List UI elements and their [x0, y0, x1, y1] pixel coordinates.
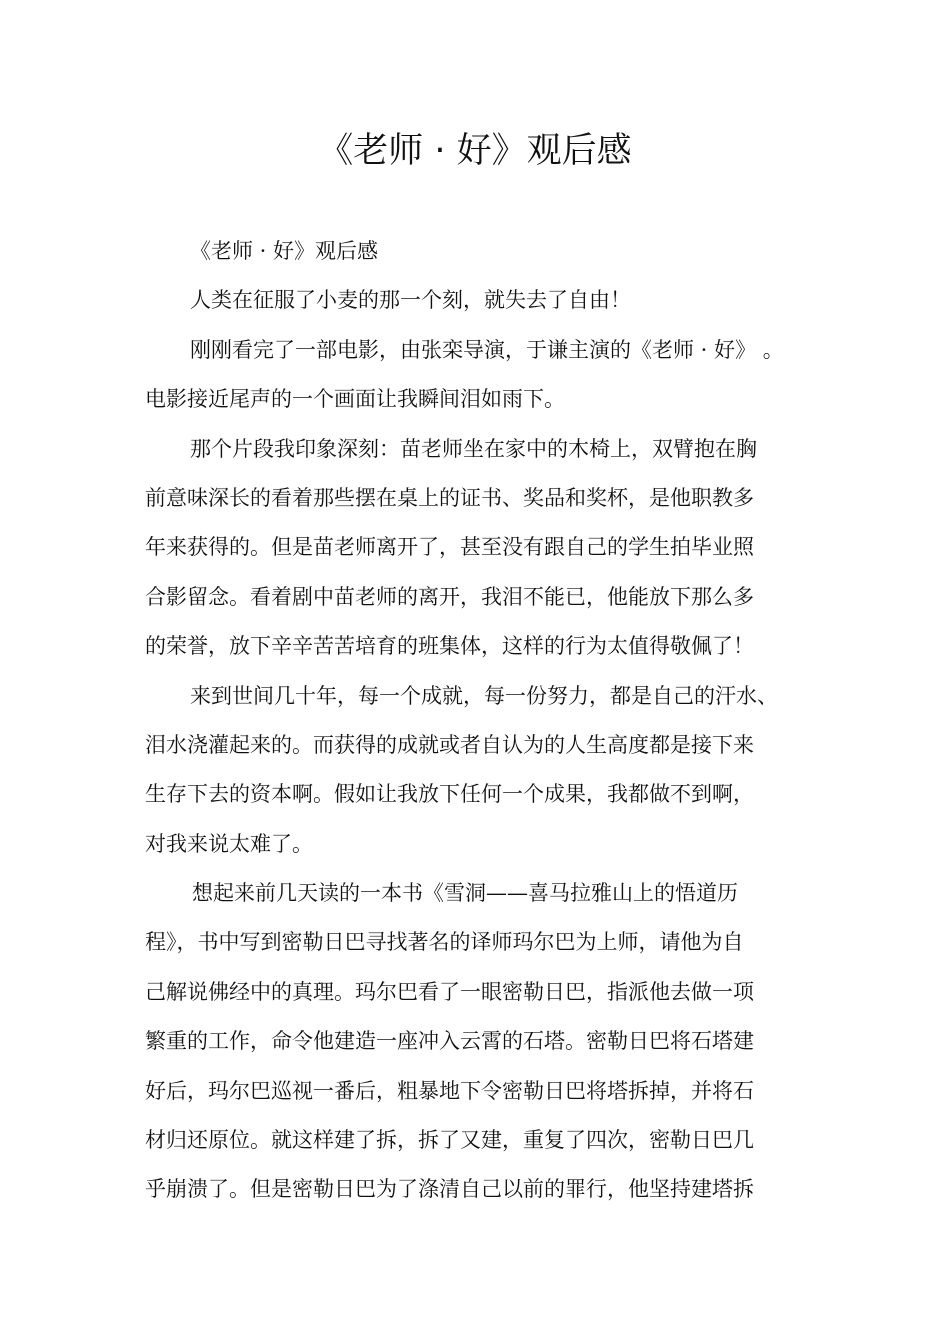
paragraph-line: 程》，书中写到密勒日巴寻找著名的译师玛尔巴为上师，请他为自: [145, 930, 744, 955]
paragraph-line: 好后，玛尔巴巡视一番后，粗暴地下令密勒日巴将塔拆掉，并将石: [145, 1078, 754, 1103]
paragraph-line: 乎崩溃了。但是密勒日巴为了涤清自己以前的罪行，他坚持建塔拆: [145, 1177, 754, 1202]
document-title: 《老师 · 好》观后感: [318, 131, 632, 171]
paragraph-line: 那个片段我印象深刻：苗老师坐在家中的木椅上，双臂抱在胸: [190, 436, 757, 461]
paragraph-line: 己解说佛经中的真理。玛尔巴看了一眼密勒日巴，指派他去做一项: [145, 979, 754, 1004]
paragraph-line: 泪水浇灌起来的。而获得的成就或者自认为的人生高度都是接下来: [145, 732, 754, 757]
paragraph-line: 合影留念。看着剧中苗老师的离开，我泪不能已，他能放下那么多: [145, 584, 754, 609]
paragraph-line: 的荣誉，放下辛辛苦苦培育的班集体，这样的行为太值得敬佩了！: [145, 634, 754, 659]
paragraph-line: 繁重的工作，命令他建造一座冲入云霄的石塔。密勒日巴将石塔建: [145, 1029, 754, 1054]
paragraph-line: 材归还原位。就这样建了拆，拆了又建，重复了四次，密勒日巴几: [145, 1128, 754, 1153]
paragraph-line: 对我来说太难了。: [145, 831, 313, 856]
paragraph-line: 想起来前几天读的一本书《雪洞——喜马拉雅山上的悟道历: [192, 881, 738, 906]
paragraph-line: 来到世间几十年，每一个成就，每一份努力，都是自己的汗水、: [190, 683, 778, 708]
paragraph-line: 电影接近尾声的一个画面让我瞬间泪如雨下。: [145, 387, 565, 412]
paragraph-subtitle: 《老师 · 好》观后感: [190, 239, 379, 263]
paragraph-line: 人类在征服了小麦的那一个刻，就失去了自由！: [190, 288, 631, 313]
paragraph-line: 刚刚看完了一部电影，由张栾导演，于谦主演的《老师 · 好》 。: [190, 337, 784, 362]
document-body: [145, 227, 825, 1215]
paragraph-line: 生存下去的资本啊。假如让我放下任何一个成果，我都做不到啊，: [145, 782, 754, 807]
paragraph-line: 前意味深长的看着那些摆在桌上的证书、奖品和奖杯，是他职教多: [145, 485, 754, 510]
paragraph-line: 年来获得的。但是苗老师离开了，甚至没有跟自己的学生拍毕业照: [145, 535, 754, 560]
